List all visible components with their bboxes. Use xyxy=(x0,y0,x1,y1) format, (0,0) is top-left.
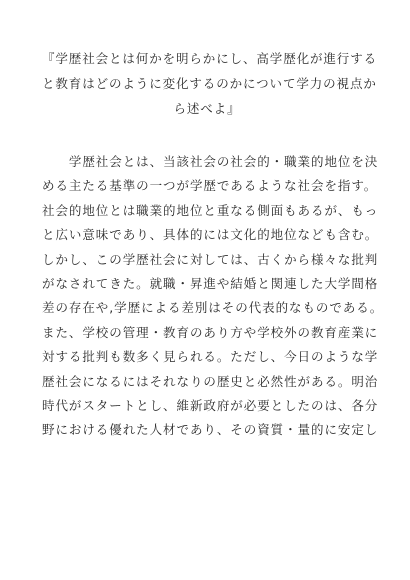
body-line: と広い意味であり、具体的には文化的地位なども含む。 xyxy=(42,227,379,243)
body-line: 歴社会になるにはそれなりの歴史と必然性がある。明治 xyxy=(42,373,379,389)
title-line: 『学歴社会とは何かを明らかにし、高学歴化が進行する xyxy=(42,51,378,66)
essay-body xyxy=(42,150,384,443)
body-line: がなされてきた。就職・昇進や結婚と関連した大学間格 xyxy=(42,275,379,291)
body-line: 社会的地位とは職業的地位と重なる側面もあるが、もっ xyxy=(42,202,379,218)
body-line: また、学校の管理・教育のあり方や学校外の教育産業に xyxy=(42,324,379,340)
body-line: 学歴社会とは、当該社会の社会的・職業的地位を決 xyxy=(42,154,379,169)
title-line: と教育はどのように変化するのかについて学力の視点か xyxy=(42,76,377,91)
essay-title xyxy=(42,46,378,121)
body-line: 野における優れた人材であり、その資質・量的に安定し xyxy=(42,422,379,438)
body-line: 時代がスタートとし、維新政府が必要としたのは、各分 xyxy=(42,397,379,413)
body-line: 対する批判も数多く見られる。ただし、今日のような学 xyxy=(42,349,379,365)
body-line: める主たる基準の一つが学歴であるような社会を指す。 xyxy=(42,178,378,194)
body-line: しかし、この学歴社会に対しては、古くから様々な批判 xyxy=(42,251,379,267)
title-line: ら述べよ』 xyxy=(173,101,241,116)
body-line: 差の存在や,学歴による差別はその代表的なものである。 xyxy=(42,300,384,316)
